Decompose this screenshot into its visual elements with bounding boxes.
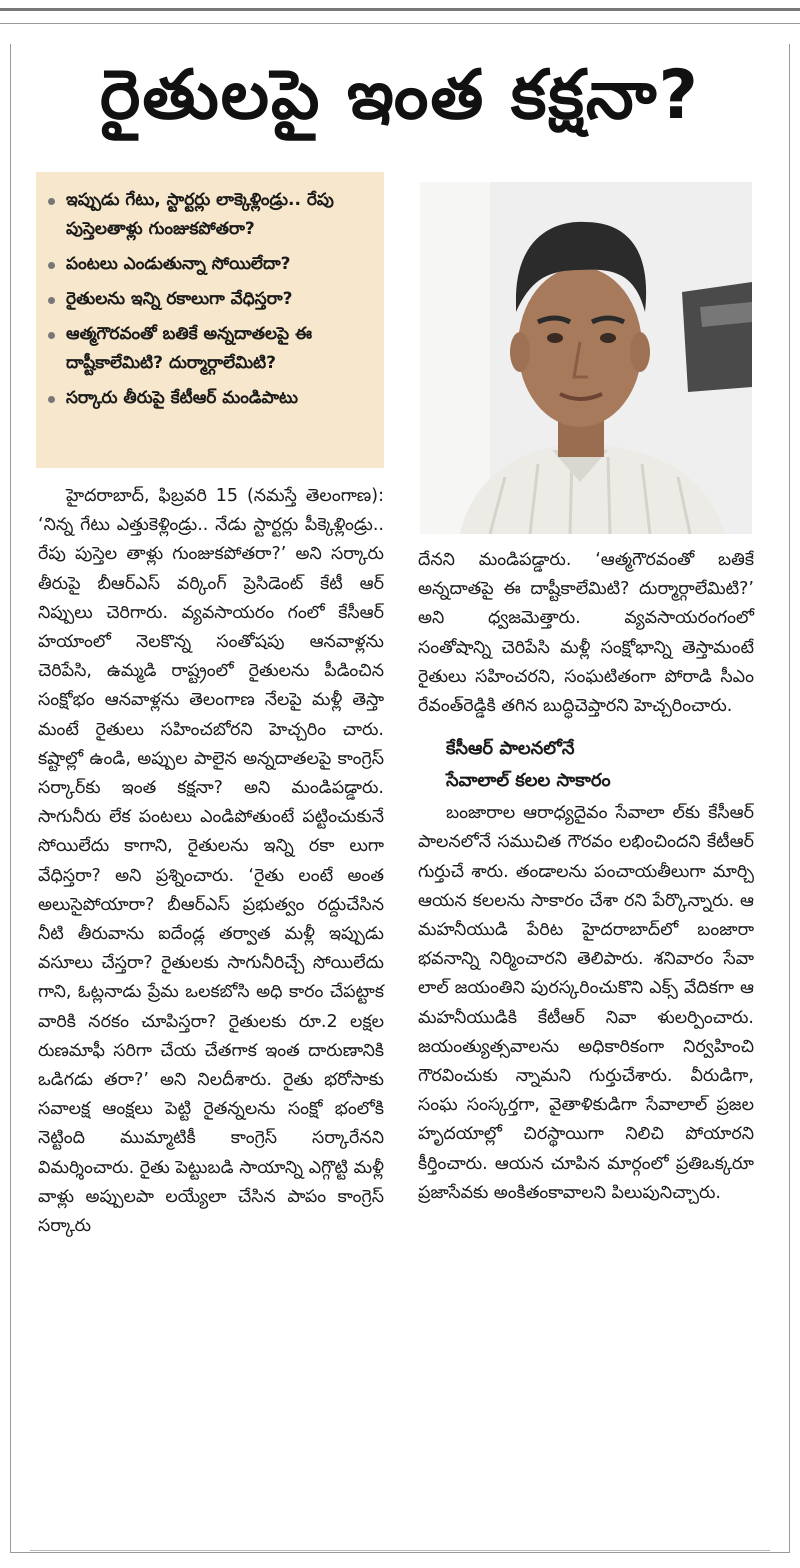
- highlights-list: [46, 186, 374, 413]
- bullet-icon: [48, 198, 55, 205]
- ktr-photo: [420, 182, 752, 534]
- highlight-text: ఆత్మగౌరవంతో బతికే అన్నదాతలపై ఈ దాష్టీకాలేమిటి? దుర్మార్గాలేమిటి?: [66, 324, 312, 373]
- headline: రైతులపై ఇంత కక్షనా?: [100, 56, 700, 135]
- subheading: [418, 733, 754, 797]
- highlights-box: [36, 172, 384, 468]
- article-body-right: [418, 546, 754, 1208]
- highlight-text: ఇప్పుడు గేటు, స్టార్టర్లు లాక్కెళ్లిండ్రు.. రేపు పుస్తెలతాళ్లు గుంజుకపోతరా?: [66, 190, 334, 239]
- highlight-item: [46, 285, 374, 314]
- highlight-text: రైతులను ఇన్ని రకాలుగా వేధిస్తరా?: [66, 289, 293, 309]
- subheading-line-2: సేవాలాల్ కలల సాకారం: [446, 770, 611, 792]
- body-paragraph: బంజారాల ఆరాధ్యదైవం సేవాలా ల్‌కు కేసీఆర్ పాలనలోనే సముచిత గౌరవం లభించిందని కేటీఆర్ గుర్తుచే శారు. తండాలను పంచాయతీలుగా మార్చి ఆయన కలలను సాకారం చేశా రని పేర్కొన్నారు. ఆ మహనీయుడి పేరిట హైదరాబాద్‌లో బంజారా భవనాన్ని నిర్మించారని తెలిపారు. శనివారం సేవా లాల్ జయంతిని పురస్కరించుకొని ఎక్స్ వేదికగా ఆ మహనీయుడికి కేటీఆర్ నివా ళులర్పించారు. జయంత్యుత్సవాలను అధికారికంగా నిర్వహించి గౌరవించుకు న్నామని గుర్తుచేశారు. వీరుడిగా, సంఘ సంస్కర్తగా, వైతాళికుడిగా సేవాలాల్ ప్రజల హృదయాల్లో చిరస్థాయిగా నిలిచి పోయారని కీర్తించారు. ఆయన చూపిన మార్గంలో ప్రతిఒక్కరూ ప్రజాసేవకు అంకితంకావాలని పిలుపునిచ్చారు.: [418, 803, 754, 1203]
- bullet-icon: [48, 396, 55, 403]
- body-paragraph: హైదరాబాద్, ఫిబ్రవరి 15 (నమస్తే తెలంగాణ): ‘నిన్న గేటు ఎత్తుకెళ్లిండ్రు.. నేడు స్టార్టర్లు పీక్కెళ్లిండ్రు.. రేపు పుస్తెల తాళ్లు గుంజుకపోతరా?’ అని సర్కారు తీరుపై బీఆర్‌ఎస్ వర్కింగ్ ప్రెసిడెంట్ కేటీ ఆర్ నిప్పులు చెరిగారు. వ్యవసాయరం గంలో కేసీఆర్ హయాంలో నెలకొన్న సంతోషపు ఆనవాళ్లను చెరిపేసి, ఉమ్మడి రాష్ట్రంలో రైతులను పీడించిన సంక్షోభం ఆనవాళ్లను తెలంగాణ నేలపై మళ్లీ తెస్తా మంటే రైతులు సహించబోరని హెచ్చరిం చారు. కష్టాల్లో ఉండి, అప్పుల పాలైన అన్నదాతలపై కాంగ్రెస్ సర్కార్‌కు ఇంత కక్షనా? అని మండిపడ్డారు. సాగునీరు లేక పంటలు ఎండిపోతుంటే పట్టించుకునే సోయిలేదు కాగాని, రైతులను ఇన్ని రకా లుగా వేధిస్తరా? అని ప్రశ్నించారు. ‘రైతు లంటే అంత అలుసైపోయారా? బీఆర్‌ఎస్ ప్రభుత్వం రద్దుచేసిన నీటి తీరువాను ఐదేండ్ల తర్వాత మళ్లీ ఇప్పుడు వసూలు చేస్తరా? రైతులకు సాగునీరిచ్చే సోయిలేదు గాని, ఓట్లనాడు ప్రేమ ఒలకబోసి అధి కారం చేపట్టాక వారికి నరకం చూపిస్తరా? రైతులకు రూ.2 లక్షల రుణమాఫీ సరిగా చేయ చేతగాక ఇంత దారుణానికి ఒడిగడు తరా?’ అని నిలదీశారు. రైతు భరోసాకు సవాలక్ష ఆంక్షలు పెట్టి రైతన్నలను సంక్షో భంలోకి నెట్టింది ముమ్మాటికీ కాంగ్రెస్ సర్కారేనని విమర్శించారు. రైతు పెట్టుబడి సాయాన్ని ఎగ్గొట్టి మళ్లీ వాళ్లు అప్పులపా లయ్యేలా చేసిన పాపం కాంగ్రెస్ సర్కారు: [38, 486, 384, 1237]
- subheading-line-1: కేసీఆర్ పాలనలోనే: [446, 738, 575, 760]
- body-paragraph: దేనని మండిపడ్డారు. ‘ఆత్మగౌరవంతో బతికే అన్నదాతపై ఈ దాష్టీకాలేమిటి? దుర్మార్గాలేమిటి?’ అని ధ్వజమెత్తారు. వ్యవసాయరంగంలో సంతోషాన్ని చెరిపేసి మళ్లీ సంక్షోభాన్ని తెస్తామంటే రైతులు సహించరని, సంఘటితంగా పోరాడి సీఎం రేవంత్‌రెడ్డికి తగిన బుద్ధిచెప్తారని హెచ్చరించారు.: [418, 550, 754, 717]
- bullet-icon: [48, 332, 55, 339]
- highlight-item: [46, 186, 374, 244]
- article-body-left: [38, 482, 384, 1241]
- chair-back: [682, 282, 752, 392]
- bottom-rule: [30, 1550, 770, 1551]
- bullet-icon: [48, 262, 55, 269]
- bullet-icon: [48, 297, 55, 304]
- highlight-item: [46, 384, 374, 413]
- highlight-text: సర్కారు తీరుపై కేటీఆర్ మండిపాటు: [66, 388, 298, 408]
- highlight-item: [46, 320, 374, 378]
- top-rule: [0, 8, 800, 24]
- highlight-item: [46, 250, 374, 279]
- portrait-image: [420, 182, 752, 534]
- highlight-text: పంటలు ఎండుతున్నా సోయిలేదా?: [66, 254, 291, 274]
